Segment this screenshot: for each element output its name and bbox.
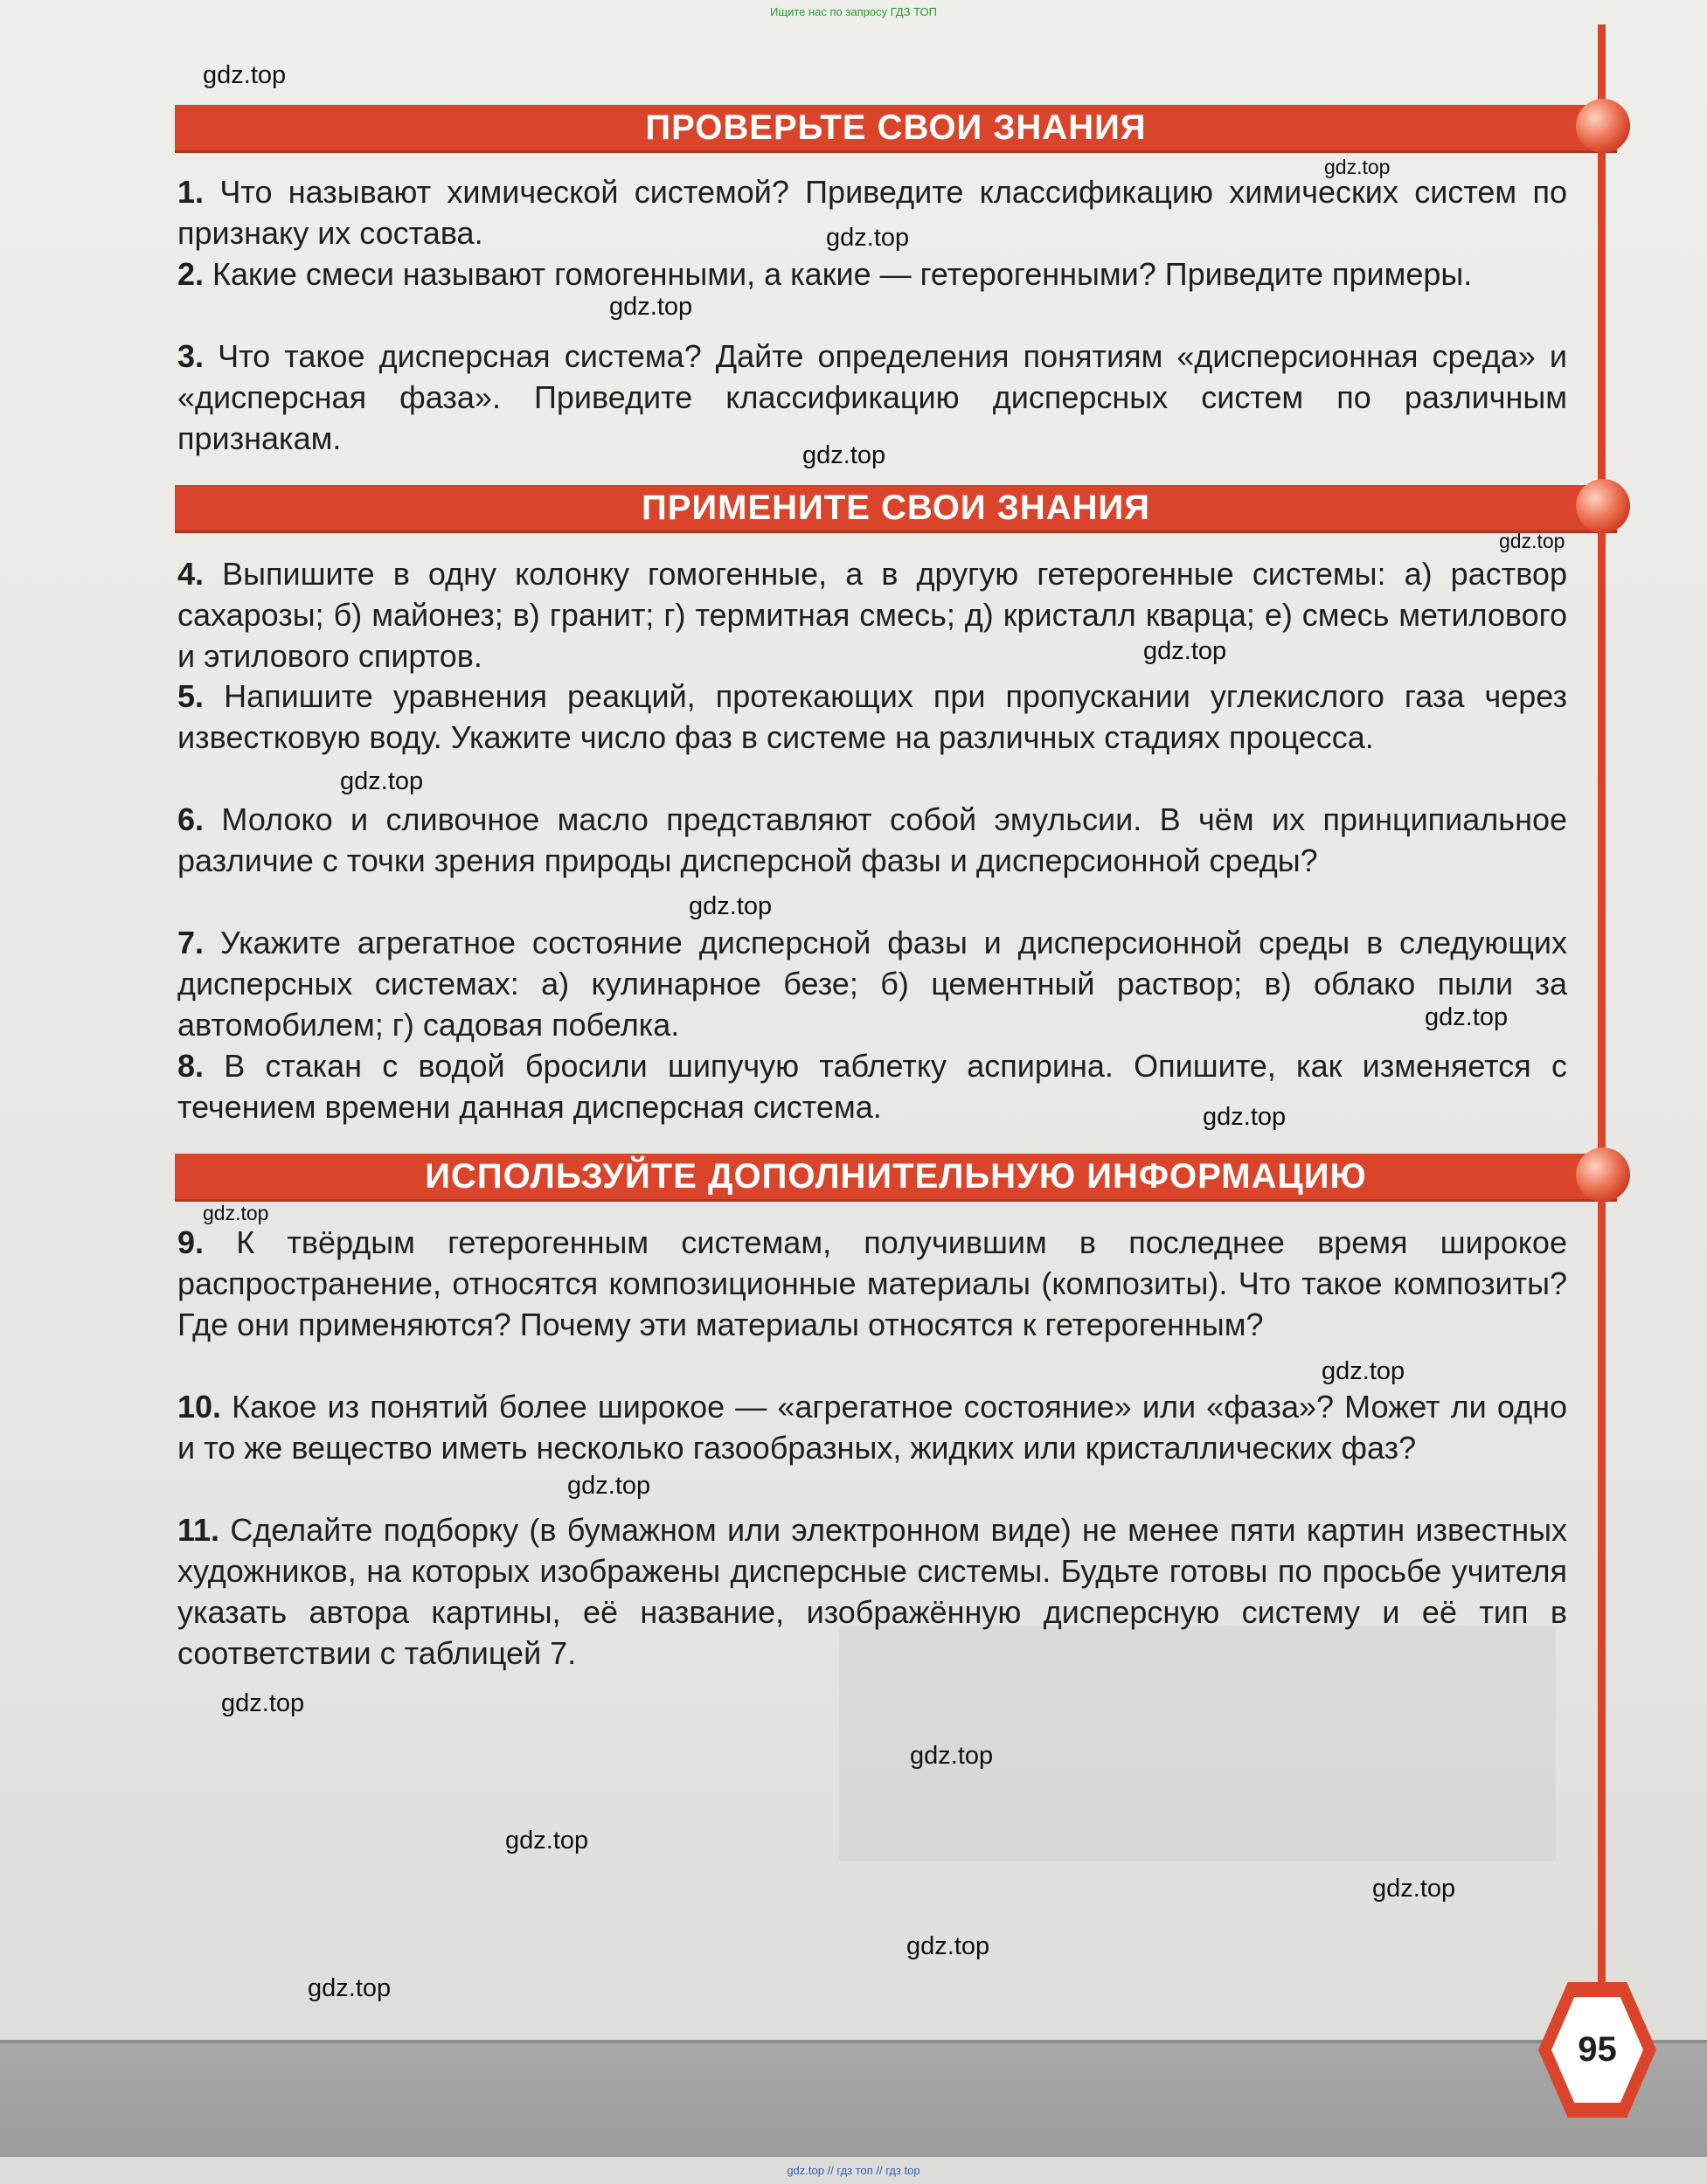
watermark: gdz.top [826, 224, 910, 252]
watermark: gdz.top [203, 61, 287, 89]
watermark: gdz.top [1143, 637, 1227, 665]
watermark: gdz.top [1324, 156, 1391, 178]
question-text: Напишите уравнения реакций, протекающих при пропускании углекислого газа через известковую воду. Укажите число фаз в системе на различных стадиях процесса. [177, 678, 1567, 755]
question-4 [177, 553, 1567, 676]
question-number: 6. [177, 801, 205, 837]
question-number: 3. [177, 338, 205, 374]
question-text: Что называют химической системой? Приведите классификацию химических систем по признаку их состава. [177, 174, 1568, 251]
question-number: 1. [177, 174, 205, 210]
question-text: Какие смеси называют гомогенными, а какие — гетерогенными? Приведите примеры. [212, 256, 1473, 292]
watermark: gdz.top [1425, 1003, 1509, 1031]
question-10 [177, 1386, 1567, 1468]
question-9 [177, 1222, 1567, 1345]
question-number: 7. [177, 925, 205, 960]
question-6 [177, 799, 1567, 881]
question-11 [177, 1509, 1567, 1674]
watermark: gdz.top [910, 1742, 994, 1770]
watermark: gdz.top [906, 1932, 990, 1960]
watermark: gdz.top [340, 767, 424, 795]
watermark: gdz.top [567, 1472, 651, 1500]
question-text: Укажите агрегатное состояние дисперсной фазы и дисперсионной среды в следующих дисперсных системах: а) кулинарное безе; б) цементный раствор; в) облако пыли за автомобилем; г) садовая побелка. [177, 925, 1567, 1043]
footer-stripe [0, 2043, 1707, 2157]
question-3 [177, 336, 1567, 459]
question-text: Выпишите в одну колонку гомогенные, а в другую гетерогенные системы: а) раствор сахарозы; б) майонез; в) гранит; г) термитная смесь; д) кристалл кварца; е) смесь метилового и этилового спиртов. [177, 556, 1567, 674]
question-text: Что такое дисперсная система? Дайте определения понятиям «дисперсионная среда» и «дисперсная фаза». Приведите классификацию дисперсных систем по различным признакам. [177, 338, 1567, 456]
question-number: 8. [177, 1048, 205, 1084]
watermark: gdz.top [689, 892, 773, 920]
watermark: gdz.top [203, 1202, 269, 1224]
watermark: gdz.top [1372, 1875, 1456, 1903]
watermark: gdz.top [1499, 530, 1565, 552]
question-2 [177, 253, 1567, 295]
question-number: 10. [177, 1389, 222, 1425]
section-header-check-knowledge: ПРОВЕРЬТЕ СВОИ ЗНАНИЯ [175, 105, 1617, 150]
top-banner: Ищите нас по запросу ГДЗ ТОП [770, 5, 937, 18]
question-number: 2. [177, 256, 205, 292]
watermark: gdz.top [308, 1974, 392, 2002]
watermark: gdz.top [609, 293, 693, 321]
question-text: К твёрдым гетерогенным системам, получившим в последнее время широкое распространение, относятся композиционные материалы (композиты). Что такое композиты? Где они применяются? Почему эти материалы относятся к гетерогенным? [177, 1224, 1567, 1342]
section-header-apply-knowledge: ПРИМЕНИТЕ СВОИ ЗНАНИЯ [175, 485, 1617, 530]
section-orb [1576, 1147, 1630, 1202]
section-header-additional-info: ИСПОЛЬЗУЙТЕ ДОПОЛНИТЕЛЬНУЮ ИНФОРМАЦИЮ [175, 1154, 1617, 1199]
section-orb [1576, 479, 1630, 533]
question-number: 4. [177, 556, 205, 592]
page-number: 95 [1578, 2030, 1617, 2069]
question-7 [177, 922, 1567, 1045]
question-number: 11. [177, 1512, 220, 1548]
question-text: Сделайте подборку (в бумажном или электронном виде) не менее пяти картин известных художников, на которых изображены дисперсные системы. Будьте готовы по просьбе учителя указать автора картины, её название, изображённую дисперсную систему и её тип в соответствии с таблицей 7. [177, 1512, 1567, 1671]
question-text: Какое из понятий более широкое — «агрегатное состояние» или «фаза»? Может ли одно и то же вещество иметь несколько газообразных, жидких или кристаллических фаз? [177, 1389, 1567, 1466]
watermark: gdz.top [1322, 1357, 1405, 1385]
question-8 [177, 1045, 1567, 1127]
question-text: В стакан с водой бросили шипучую таблетку аспирина. Опишите, как изменяется с течением времени данная дисперсная система. [177, 1048, 1567, 1125]
watermark: gdz.top [1203, 1103, 1287, 1131]
watermark: gdz.top [221, 1689, 305, 1717]
bottom-banner: gdz.top // гдз топ // гдз top [787, 2164, 920, 2177]
question-number: 9. [177, 1224, 205, 1260]
question-text: Молоко и сливочное масло представляют собой эмульсии. В чём их принципиальное различие с точки зрения природы дисперсной фазы и дисперсионной среды? [177, 801, 1567, 878]
section-orb [1576, 99, 1630, 153]
margin-line [1598, 24, 1606, 2026]
question-5 [177, 676, 1567, 758]
watermark: gdz.top [505, 1827, 589, 1855]
question-number: 5. [177, 678, 205, 714]
watermark: gdz.top [802, 441, 886, 469]
